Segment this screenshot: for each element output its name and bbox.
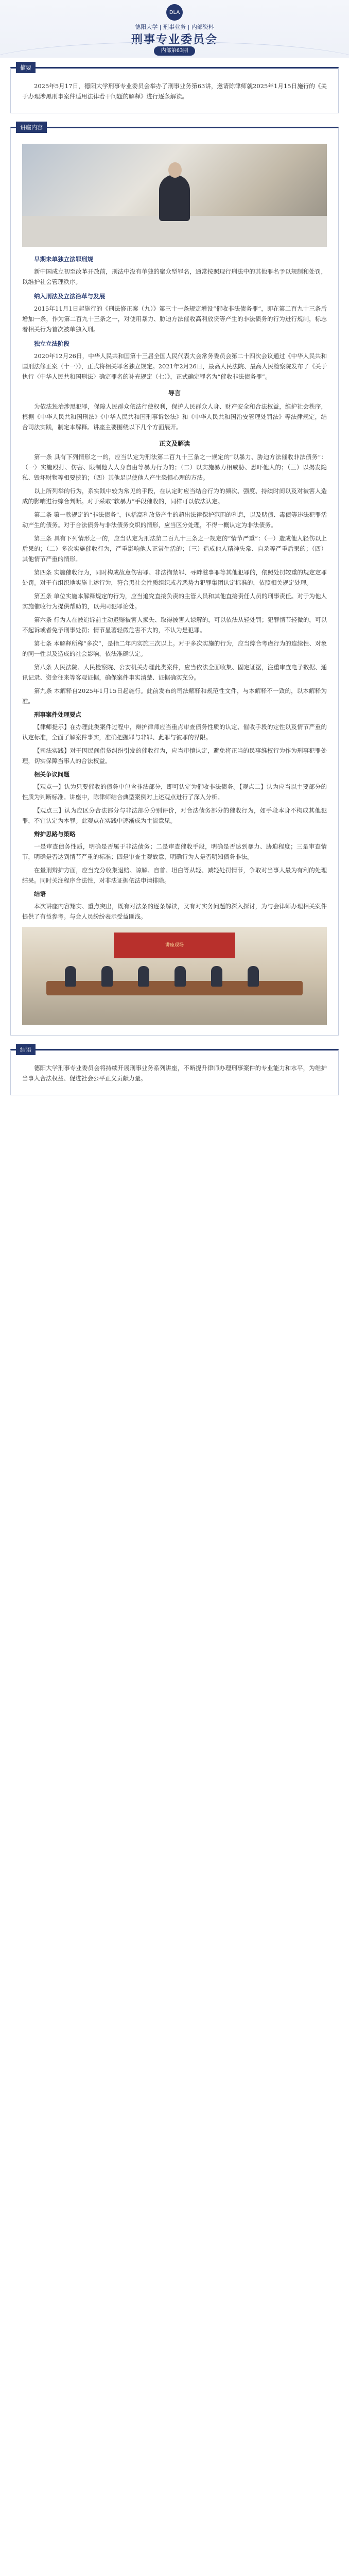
content-heading: 结语 (34, 890, 46, 897)
content-heading: 纳入刑法及立法沿革与发展 (34, 293, 105, 300)
content-paragraph: 第一条 具有下列情形之一的，应当认定为刑法第二百九十三条之一规定的“以暴力、胁迫方法催收非法债务”：（一）实施殴打、伤害、限制他人人身自由等暴力行为的；（二）以实施暴力相威胁、恐吓他人的；（三）以揭发隐私、毁坏财物等相要挟的；（四）其他足以使他人产生恐惧心理的方法。 (22, 453, 327, 481)
content-paragraph: 【观点一】认为只要催收的债务中包含非法部分，即可认定为催收非法债务。【观点二】认为应当以主要部分的性质为判断标准。讲座中，陈律师结合典型案例对上述观点进行了深入分析。 (22, 783, 327, 801)
content-paragraph: 【律师提示】在办理此类案件过程中，辩护律师应当重点审查债务性质的认定、催收手段的定性以及情节严重的认定标准，全面了解案件事实，准确把握罪与非罪、此罪与彼罪的界限。 (22, 723, 327, 741)
content-paragraph: 【观点三】认为应区分合法部分与非法部分分别评价，对合法债务部分的催收行为，如手段本身不构成其他犯罪，不宜认定为本罪。此观点在实践中逐渐成为主流意见。 (22, 807, 327, 824)
content-paragraph: 第七条 本解释所称“多次”，是指二年内实施三次以上。对于多次实施的行为，应当综合考虑行为的连续性、对象的同一性以及造成的社会影响，依法准确认定。 (22, 640, 327, 657)
content-paragraph: 一是审查债务性质，明确是否属于非法债务；二是审查催收手段，明确是否达到暴力、胁迫程度；三是审查情节，明确是否达到情节严重的标准；四是审查主观故意，明确行为人是否明知债务非法。 (22, 843, 327, 860)
content-paragraph: 第六条 行为人在被追诉前主动退赔被害人损失、取得被害人谅解的，可以依法从轻处罚；犯罪情节轻微的，可以不起诉或者免予刑事处罚；情节显著轻微危害不大的，不认为是犯罪。 (22, 616, 327, 634)
content-paragraph: 新中国成立初至改革开放前，刑法中没有单独的聚众型罪名，通常按照现行刑法中的其他罪名予以规制和处罚，以维护社会管理秩序。 (22, 268, 327, 285)
content-tag: 讲座内容 (16, 122, 47, 133)
content-paragraph: 2015年11月1日起施行的《刑法修正案（九）》第三十一条规定增设“催收非法债务罪”，即在第二百九十三条后增加一条，作为第二百九十三条之一，对使用暴力、胁迫方法催收高利放贷等产生的非法债务的行为进行规制，标志着相关行为首次被单独入刑。 (22, 305, 327, 333)
content-paragraph: 第九条 本解释自2025年1月15日起施行。此前发布的司法解释和规范性文件，与本解释不一致的，以本解释为准。 (22, 687, 327, 705)
content-section (10, 124, 339, 1036)
content-heading: 正文及解读 (159, 440, 190, 447)
content-heading: 早期未单独立法罪刑规 (34, 256, 93, 263)
page (0, 0, 349, 1106)
org-line: 德阳大学 | 刑事业务 | 内部资料 (135, 24, 214, 30)
content-paragraph: 第四条 实施催收行为，同时构成故意伤害罪、非法拘禁罪、寻衅滋事罪等其他犯罪的，依照处罚较重的规定定罪处罚。对于有组织地实施上述行为，符合黑社会性质组织或者恶势力犯罪集团认定标准的，依照相关规定处理。 (22, 569, 327, 586)
venue-photo (22, 927, 327, 1025)
content-paragraph: 第八条 人民法院、人民检察院、公安机关办理此类案件，应当依法全面收集、固定证据，注重审查电子数据、通讯记录、资金往来等客观证据，确保案件事实清楚、证据确实充分。 (22, 664, 327, 681)
summary-text: 2025年5月17日，德阳大学刑事专业委员会举办了刑事业务第63讲，邀请陈律师就2025年1月15日施行的《关于办理涉黑刑事案件适用法律若干问题的解释》进行逐条解读。 (22, 82, 327, 100)
content-paragraph: 2020年12月26日，中华人民共和国第十三届全国人民代表大会常务委员会第二十四次会议通过《中华人民共和国刑法修正案（十一）》，正式将相关罪名独立规定。2021年2月26日，最高人民法院、最高人民检察院发布了《关于执行〈中华人民共和国刑法〉确定罪名的补充规定（七）》，正式确定罪名为“催收非法债务罪”。 (22, 352, 327, 380)
speaker-photo (22, 144, 327, 247)
content-heading: 辩护思路与策略 (34, 831, 76, 838)
venue-banner: 讲座现场 (114, 933, 236, 958)
closing-text: 德阳大学刑事专业委员会将持续开展刑事业务系列讲座，不断提升律师办理刑事案件的专业能力和水平，为维护当事人合法权益、促进社会公平正义贡献力量。 (22, 1064, 327, 1082)
content-body (22, 254, 327, 922)
page-title: 刑事专业委员会 (131, 33, 218, 46)
issue-badge: 内部第63期 (154, 46, 195, 56)
content-heading: 相关争议问题 (34, 771, 69, 778)
closing-tag: 结语 (16, 1044, 36, 1055)
summary-tag: 摘要 (16, 62, 36, 73)
content-heading: 独立立法阶段 (34, 340, 69, 347)
content-paragraph: 【司法实践】对于因民间借贷纠纷引发的催收行为，应当审慎认定，避免将正当的民事维权行为作为刑事犯罪处理，切实保障当事人的合法权益。 (22, 747, 327, 765)
content-paragraph: 本次讲座内容翔实、重点突出，既有对法条的逐条解读，又有对实务问题的深入探讨，为与会律师办理相关案件提供了有益参考。与会人员纷纷表示受益匪浅。 (22, 903, 327, 920)
content-paragraph: 为依法惩治涉黑犯罪，保障人民群众依法行使权利，保护人民群众人身、财产安全和合法权益，维护社会秩序，根据《中华人民共和国刑法》《中华人民共和国刑事诉讼法》和《中华人民共和国治安管理处罚法》等法律规定，结合司法实践，制定本解释。讲座主要围绕以下几个方面展开。 (22, 403, 327, 431)
content-paragraph: 第三条 具有下列情形之一的，应当认定为刑法第二百九十三条之一规定的“情节严重”：（一）造成他人轻伤以上后果的；（二）多次实施催收行为，严重影响他人正常生活的；（三）造成他人精神失常、自杀等严重后果的；（四）其他情节严重的情形。 (22, 535, 327, 563)
summary-section (10, 64, 339, 113)
closing-section (10, 1046, 339, 1095)
logo-icon: DLA (166, 4, 183, 21)
content-heading: 刑事案件处理要点 (34, 711, 81, 718)
header-banner (0, 0, 349, 58)
content-paragraph: 以上所列举的行为，系实践中较为常见的手段，在认定时应当结合行为的频次、强度、持续时间以及对被害人造成的影响进行综合判断。对于采取“软暴力”手段催收的，同样可以依法认定。 (22, 487, 327, 505)
content-paragraph: 第五条 单位实施本解释规定的行为，应当追究直接负责的主管人员和其他直接责任人员的刑事责任。对于为他人实施催收行为提供帮助的，以共同犯罪论处。 (22, 592, 327, 610)
content-paragraph: 在量刑辩护方面，应当充分收集退赔、谅解、自首、坦白等从轻、减轻处罚情节，争取对当事人最为有利的处理结果。同时关注程序合法性，对非法证据依法申请排除。 (22, 867, 327, 884)
content-paragraph: 第二条 第一款规定的“非法债务”，包括高利放贷产生的超出法律保护范围的利息，以及赌债、毒债等违法犯罪活动产生的债务。对于合法债务与非法债务交织的情形，应当区分处理，不得一概认定为非法债务。 (22, 511, 327, 529)
content-heading: 导言 (168, 389, 181, 397)
